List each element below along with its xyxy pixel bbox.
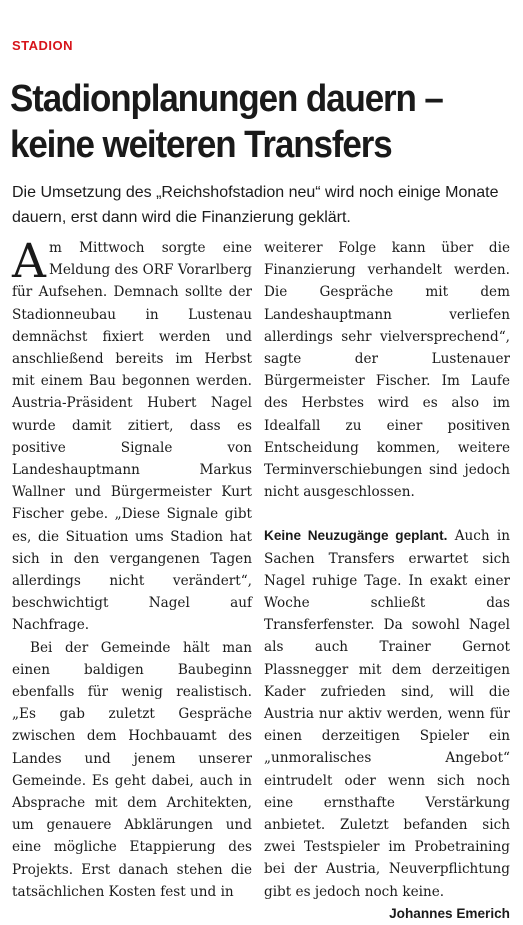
author-byline: Johannes Emerich <box>389 905 510 921</box>
paragraph-3-text: Auch in Sachen Transfers erwartet sich Nagel ruhige Tage. In exakt einer Woche schließt das Transferfenster. Da sowohl Nagel als auch Trainer Gernot Plassnegger mit dem derzeitigen Kader zufrieden sind, will die Austria nur aktiv werden, wenn für einen derzeitigen Spieler ein „unmoralisches Angebot“ eintrudelt oder wenn sich noch eine ernsthafte Verstärkung anbietet. Zuletzt befanden sich zwei Testspieler im Probetraining bei der Austria, Neuverpflichtung gibt es jedoch noch keine. <box>264 528 511 900</box>
headline-line-1: Stadionplanungen dauern – <box>10 78 443 120</box>
dropcap: A <box>12 234 46 289</box>
paragraph-1 <box>12 234 252 637</box>
subheading: Keine Neuzugänge geplant. <box>264 528 448 544</box>
headline <box>10 76 475 168</box>
paragraph-3 <box>264 525 510 902</box>
article-column-left <box>12 234 252 903</box>
paragraph-2-continued <box>264 237 510 503</box>
column-gap <box>264 503 510 525</box>
headline-line-2: keine weiteren Transfers <box>10 124 392 166</box>
article-column-right <box>264 237 510 925</box>
section-kicker: STADION <box>12 38 74 53</box>
paragraph-1-text: m Mittwoch sorgte eine Meldung des ORF Vorarlberg für Aufsehen. Demnach sollte der Stadionneubau in Lustenau demnächst fixiert werden und anschließend bereits im Herbst mit einem Bau begonnen werden. Austria-Präsident Hubert Nagel wurde damit zitiert, dass es positive Signale von Landeshauptmann Markus Wallner und Bürgermeister Kurt Fischer gebe. „Diese Signale gibt es, die Situation ums Stadion hat sich in den vergangenen Tagen allerdings nicht verändert“, beschwichtigt Nagel auf Nachfrage. <box>12 240 252 634</box>
paragraph-2 <box>12 637 252 903</box>
paragraph-2-text-b: weiterer Folge kann über die Finanzierung verhandelt werden. Die Gespräche mit dem Landeshauptmann verliefen allerdings sehr vielversprechend“, sagte der Lustenauer Bürgermeister Fischer. Im Laufe des Herbstes wird es also im Idealfall zu einer positiven Entscheidung kommen, weitere Terminverschiebungen sind jedoch nicht ausgeschlossen. <box>264 240 510 501</box>
paragraph-2-text-a: Bei der Gemeinde hält man einen baldigen Baubeginn ebenfalls für wenig realistisch. „Es gab zuletzt Gespräche zwischen dem Hochbauamt des Landes und jenem unserer Gemeinde. Es geht dabei, auch in Absprache mit dem Architekten, um genauere Abklärungen und eine mögliche Etappierung des Projekts. Erst danach stehen die tatsächlichen Kosten fest und in <box>12 639 252 900</box>
lead-paragraph: Die Umsetzung des „Reichshofstadion neu“ wird noch einige Monate dauern, erst dann wird die Finanzierung geklärt. <box>12 184 499 226</box>
